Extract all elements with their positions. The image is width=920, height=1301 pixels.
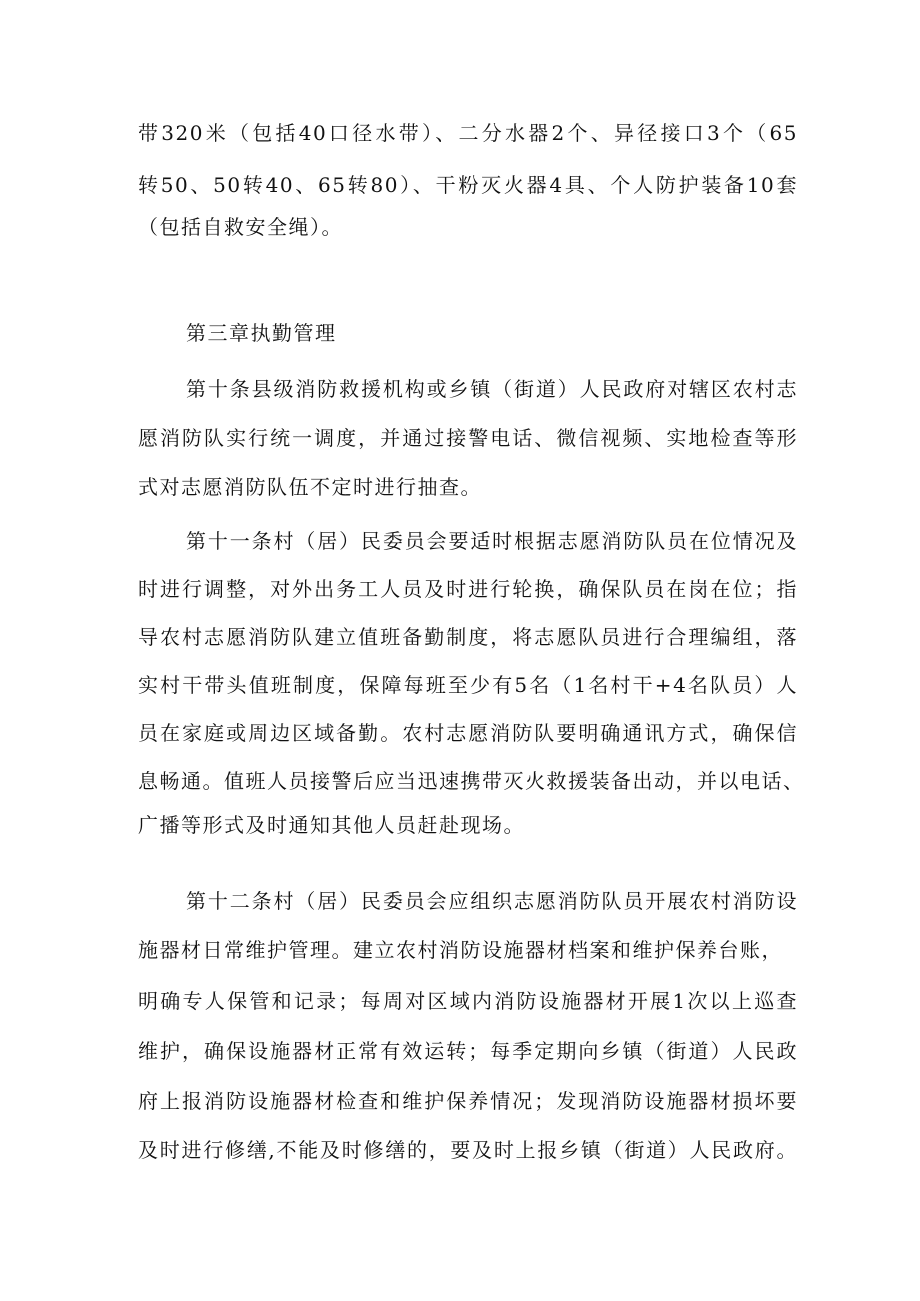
para1-line-3: （包括自救安全绳）。 <box>138 215 343 239</box>
article11-line-4: 实村干带头值班制度，保障每班至少有5名（1名村干+4名队员）人 <box>138 673 798 697</box>
article12-line-4: 维护，确保设施器材正常有效运转；每季定期向乡镇（街道）人民政 <box>138 1039 798 1063</box>
article12-line-3: 明确专人保管和记录；每周对区域内消防设施器材开展1次以上巡查 <box>138 989 798 1013</box>
article12-line-6: 及时进行修缮,不能及时修缮的，要及时上报乡镇（街道）人民政府。 <box>138 1138 798 1162</box>
para1-line-1: 带320米（包括40口径水带）、二分水器2个、异径接口3个（65 <box>138 121 798 145</box>
article12-line-1: 第十二条村（居）民委员会应组织志愿消防队员开展农村消防设 <box>186 889 798 913</box>
article10-line-2: 愿消防队实行统一调度，并通过接警电话、微信视频、实地检查等形 <box>138 426 798 450</box>
para1-line-2: 转50、50转40、65转80）、干粉灭火器4具、个人防护装备10套 <box>138 173 798 197</box>
article12-line-5: 府上报消防设施器材检查和维护保养情况；发现消防设施器材损坏要 <box>138 1089 798 1113</box>
article11-line-6: 息畅通。值班人员接警后应当迅速携带灭火救援装备出动，并以电话、 <box>138 769 805 793</box>
article10-line-1: 第十条县级消防救援机构或乡镇（街道）人民政府对辖区农村志 <box>186 377 798 401</box>
article10-line-3: 式对志愿消防队伍不定时进行抽查。 <box>138 475 482 499</box>
article11-line-3: 导农村志愿消防队建立值班备勤制度，将志愿队员进行合理编组，落 <box>138 625 798 649</box>
article11-line-7: 广播等形式及时通知其他人员赶赴现场。 <box>138 813 525 837</box>
article11-line-5: 员在家庭或周边区域备勤。农村志愿消防队要明确通讯方式，确保信 <box>138 721 798 745</box>
article11-line-1: 第十一条村（居）民委员会要适时根据志愿消防队员在位情况及 <box>186 529 798 553</box>
article11-line-2: 时进行调整，对外出务工人员及时进行轮换，确保队员在岗在位；指 <box>138 577 798 601</box>
chapter-heading: 第三章执勤管理 <box>186 321 337 345</box>
article12-line-2: 施器材日常维护管理。建立农村消防设施器材档案和维护保养台账， <box>138 938 783 962</box>
